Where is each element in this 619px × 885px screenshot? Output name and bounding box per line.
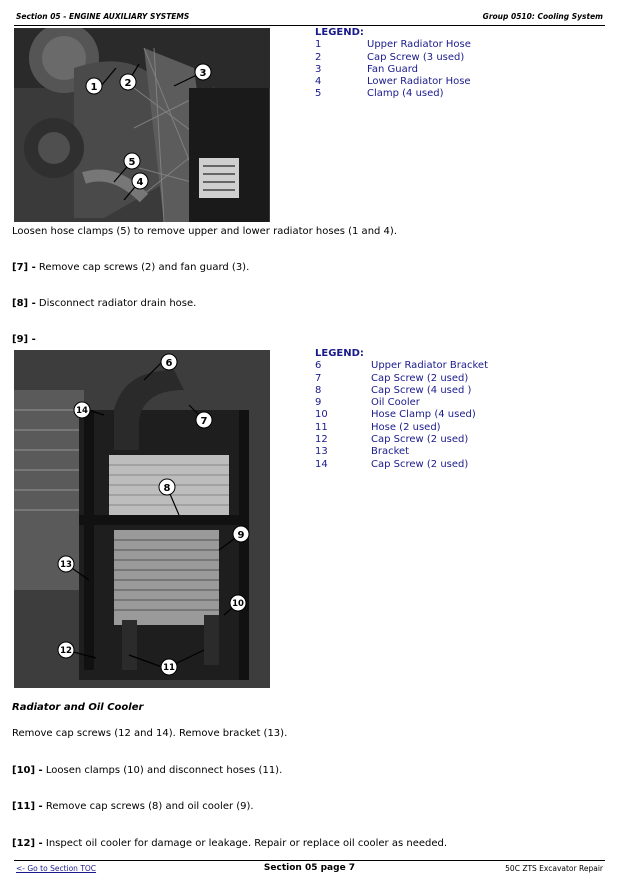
svg-text:5: 5	[128, 157, 136, 168]
svg-text:6: 6	[165, 358, 173, 369]
legend-1-title: LEGEND:	[315, 27, 364, 38]
callout-14	[74, 402, 90, 418]
svg-text:8: 8	[163, 483, 171, 494]
instruction-text: Remove cap screws (12 and 14). Remove bracket (13).	[12, 728, 288, 739]
svg-text:4: 4	[136, 177, 144, 188]
svg-text:2: 2	[124, 78, 132, 89]
legend-item: 5 Clamp (4 used)	[315, 88, 444, 100]
legend-item: 9 Oil Cooler	[315, 397, 420, 409]
callout-13	[58, 556, 74, 572]
legend-item: 2 Cap Screw (3 used)	[315, 51, 465, 63]
callout-4	[132, 173, 148, 189]
step-11: [11] - Remove cap screws (8) and oil cooler (9).	[12, 801, 254, 812]
legend-item: 13 Bracket	[315, 446, 410, 458]
step-12: [12] - Inspect oil cooler for damage or leakage. Repair or replace oil cooler as needed.	[12, 838, 448, 849]
svg-text:7: 7	[200, 416, 208, 427]
callout-9	[233, 526, 249, 542]
callout-10	[230, 595, 246, 611]
page-header	[14, 12, 605, 24]
svg-text:9: 9	[237, 530, 245, 541]
legend-item: 14 Cap Screw (2 used)	[315, 458, 469, 470]
legend-item: 8 Cap Screw (4 used )	[315, 384, 472, 396]
page-footer	[14, 864, 605, 876]
legend-item: 1 Upper Radiator Hose	[315, 39, 471, 51]
callout-2	[120, 74, 136, 90]
legend-2-title: LEGEND:	[315, 348, 364, 359]
legend-item: 4 Lower Radiator Hose	[315, 76, 471, 88]
step-9: [9] -	[12, 334, 36, 345]
section-title: Section 05 - ENGINE AUXILIARY SYSTEMS	[16, 12, 190, 21]
section-toc-link[interactable]: <- Go to Section TOC	[16, 864, 97, 873]
svg-text:12: 12	[60, 646, 72, 656]
header-rule	[14, 25, 605, 26]
svg-text:11: 11	[163, 663, 175, 673]
callout-6	[161, 354, 177, 370]
svg-text:1: 1	[90, 82, 98, 93]
photo-1-callouts	[14, 28, 270, 222]
legend-item: 11 Hose (2 used)	[315, 421, 441, 433]
radiator-photo	[14, 350, 270, 688]
callout-12	[58, 642, 74, 658]
callout-1	[86, 78, 102, 94]
callout-5	[124, 153, 140, 169]
svg-text:3: 3	[199, 68, 207, 79]
group-title: Group 0510: Cooling System	[482, 12, 603, 21]
legend-2	[315, 348, 488, 471]
legend-item: 12 Cap Screw (2 used)	[315, 434, 469, 446]
legend-item: 3 Fan Guard	[315, 63, 418, 75]
svg-text:14: 14	[76, 406, 88, 416]
callout-11	[161, 659, 177, 675]
svg-text:13: 13	[60, 560, 72, 570]
legend-item: 6 Upper Radiator Bracket	[315, 360, 489, 372]
callout-7	[196, 412, 212, 428]
legend-1	[315, 27, 471, 101]
section-heading: Radiator and Oil Cooler	[12, 702, 144, 713]
callout-8	[159, 479, 175, 495]
step-7: [7] - Remove cap screws (2) and fan guard (3).	[12, 262, 250, 273]
instruction-text: Loosen hose clamps (5) to remove upper and lower radiator hoses (1 and 4).	[12, 226, 397, 237]
photo-2-callouts	[14, 350, 270, 688]
footer-rule	[14, 860, 605, 861]
svg-text:10: 10	[232, 599, 244, 609]
manual-title: 50C ZTS Excavator Repair	[505, 864, 603, 873]
callout-3	[195, 64, 211, 80]
step-8: [8] - Disconnect radiator drain hose.	[12, 298, 197, 309]
page-number: Section 05 page 7	[263, 863, 356, 873]
step-10: [10] - Loosen clamps (10) and disconnect hoses (11).	[12, 765, 283, 776]
legend-item: 7 Cap Screw (2 used)	[315, 372, 469, 384]
legend-item: 10 Hose Clamp (4 used)	[315, 409, 476, 421]
engine-photo-1	[14, 28, 270, 222]
